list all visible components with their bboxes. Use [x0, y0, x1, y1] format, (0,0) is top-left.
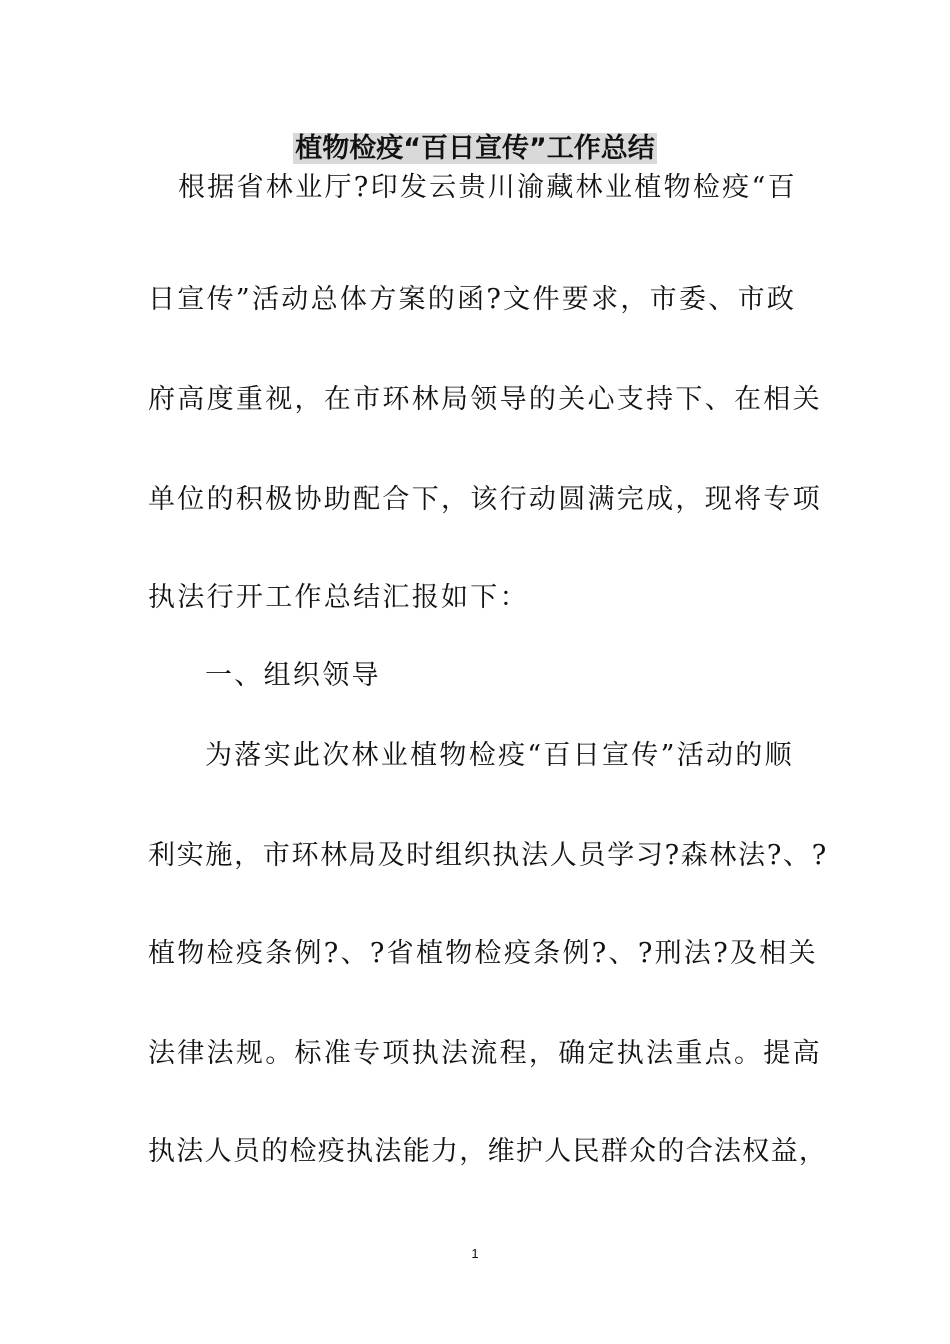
- page-number: 1: [471, 1246, 479, 1261]
- paragraph-line: 执法行开工作总结汇报如下：: [148, 582, 529, 613]
- document-title-text: 植物检疫“百日宣传”工作总结: [295, 133, 655, 164]
- paragraph-line: 日宣传”活动总体方案的函?文件要求，市委、市政: [148, 284, 797, 315]
- paragraph-line: 根据省林业厅?印发云贵川渝藏林业植物检疫“百: [178, 172, 797, 203]
- paragraph-line: 单位的积极协助配合下，该行动圆满完成，现将专项: [148, 484, 822, 515]
- section-heading: 一、组织领导: [205, 660, 381, 691]
- paragraph-line: 为落实此次林业植物检疫“百日宣传”活动的顺: [205, 740, 794, 771]
- document-title: [0, 128, 950, 170]
- paragraph-line: 府高度重视，在市环林局领导的关心支持下、在相关: [148, 384, 822, 415]
- paragraph-line: 利实施，市环林局及时组织执法人员学习?森林法?、?: [148, 840, 828, 871]
- paragraph-line: 执法人员的检疫执法能力，维护人民群众的合法权益，: [148, 1136, 828, 1167]
- paragraph-line: 植物检疫条例?、?省植物检疫条例?、?刑法?及相关: [148, 938, 818, 969]
- paragraph-line: 法律法规。标准专项执法流程，确定执法重点。提高: [148, 1038, 822, 1069]
